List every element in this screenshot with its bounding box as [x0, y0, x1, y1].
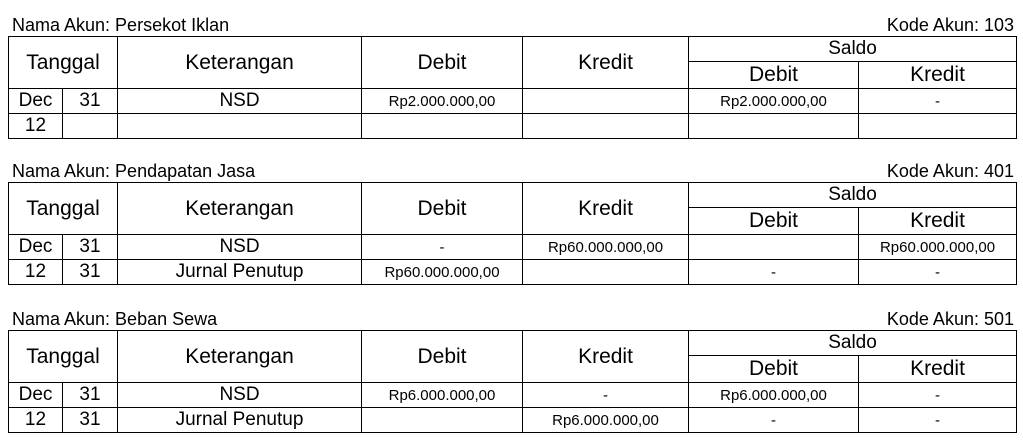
cell-keterangan: NSD [118, 89, 362, 114]
cell-month: Dec [9, 235, 63, 260]
cell-saldo-debit: Rp6.000.000,00 [689, 383, 859, 408]
cell-kredit [523, 89, 689, 114]
cell-kredit: Rp60.000.000,00 [523, 235, 689, 260]
cell-debit: Rp6.000.000,00 [362, 383, 523, 408]
header-debit: Debit [362, 183, 523, 235]
cell-saldo-kredit: - [859, 89, 1017, 114]
account-name: Nama Akun: Beban Sewa [12, 309, 218, 329]
cell-month: 12 [9, 114, 63, 139]
header-tanggal: Tanggal [9, 331, 118, 383]
cell-keterangan: Jurnal Penutup [118, 408, 362, 433]
table-row [9, 260, 1017, 285]
header-saldo-kredit: Kredit [859, 208, 1017, 235]
header-keterangan: Keterangan [118, 331, 362, 383]
ledger-table [8, 182, 1017, 285]
cell-saldo-kredit: Rp60.000.000,00 [859, 235, 1017, 260]
cell-debit: Rp60.000.000,00 [362, 260, 523, 285]
cell-keterangan: NSD [118, 383, 362, 408]
table-row [9, 408, 1017, 433]
cell-debit [362, 408, 523, 433]
ledger-table [8, 36, 1017, 139]
table-row [9, 383, 1017, 408]
cell-kredit [523, 260, 689, 285]
account-code: Kode Akun: 501 [886, 309, 1014, 329]
header-kredit: Kredit [523, 331, 689, 383]
cell-saldo-debit: - [689, 408, 859, 433]
cell-day: 31 [63, 235, 118, 260]
ledger-account-persekot-iklan [8, 14, 1016, 139]
header-keterangan: Keterangan [118, 37, 362, 89]
cell-saldo-debit: Rp2.000.000,00 [689, 89, 859, 114]
cell-kredit: Rp6.000.000,00 [523, 408, 689, 433]
account-code: Kode Akun: 401 [886, 161, 1014, 181]
header-saldo-debit: Debit [689, 62, 859, 89]
cell-saldo-debit [689, 114, 859, 139]
cell-day: 31 [63, 260, 118, 285]
header-saldo-debit: Debit [689, 356, 859, 383]
header-saldo-kredit: Kredit [859, 356, 1017, 383]
cell-saldo-kredit: - [859, 260, 1017, 285]
header-saldo: Saldo [689, 331, 1017, 356]
header-tanggal: Tanggal [9, 183, 118, 235]
table-row [9, 89, 1017, 114]
cell-month: Dec [9, 89, 63, 114]
cell-month: 12 [9, 408, 63, 433]
account-name: Nama Akun: Persekot Iklan [12, 15, 230, 35]
header-debit: Debit [362, 331, 523, 383]
ledger-account-beban-sewa [8, 308, 1016, 433]
cell-kredit [523, 114, 689, 139]
header-saldo: Saldo [689, 183, 1017, 208]
account-name: Nama Akun: Pendapatan Jasa [12, 161, 256, 181]
cell-debit [362, 114, 523, 139]
account-header [8, 308, 1016, 330]
header-debit: Debit [362, 37, 523, 89]
cell-day [63, 114, 118, 139]
cell-debit: - [362, 235, 523, 260]
header-kredit: Kredit [523, 37, 689, 89]
account-header [8, 160, 1016, 182]
header-keterangan: Keterangan [118, 183, 362, 235]
cell-saldo-debit [689, 235, 859, 260]
cell-debit: Rp2.000.000,00 [362, 89, 523, 114]
cell-month: Dec [9, 383, 63, 408]
header-kredit: Kredit [523, 183, 689, 235]
cell-saldo-kredit: - [859, 408, 1017, 433]
cell-saldo-debit: - [689, 260, 859, 285]
cell-saldo-kredit [859, 114, 1017, 139]
account-header [8, 14, 1016, 36]
cell-saldo-kredit: - [859, 383, 1017, 408]
ledger-table [8, 330, 1017, 433]
header-saldo-kredit: Kredit [859, 62, 1017, 89]
cell-month: 12 [9, 260, 63, 285]
cell-keterangan: Jurnal Penutup [118, 260, 362, 285]
cell-keterangan [118, 114, 362, 139]
header-saldo: Saldo [689, 37, 1017, 62]
ledger-account-pendapatan-jasa [8, 160, 1016, 285]
header-tanggal: Tanggal [9, 37, 118, 89]
cell-keterangan: NSD [118, 235, 362, 260]
cell-day: 31 [63, 408, 118, 433]
cell-kredit: - [523, 383, 689, 408]
table-row [9, 114, 1017, 139]
cell-day: 31 [63, 383, 118, 408]
header-saldo-debit: Debit [689, 208, 859, 235]
table-row [9, 235, 1017, 260]
cell-day: 31 [63, 89, 118, 114]
account-code: Kode Akun: 103 [886, 15, 1014, 35]
